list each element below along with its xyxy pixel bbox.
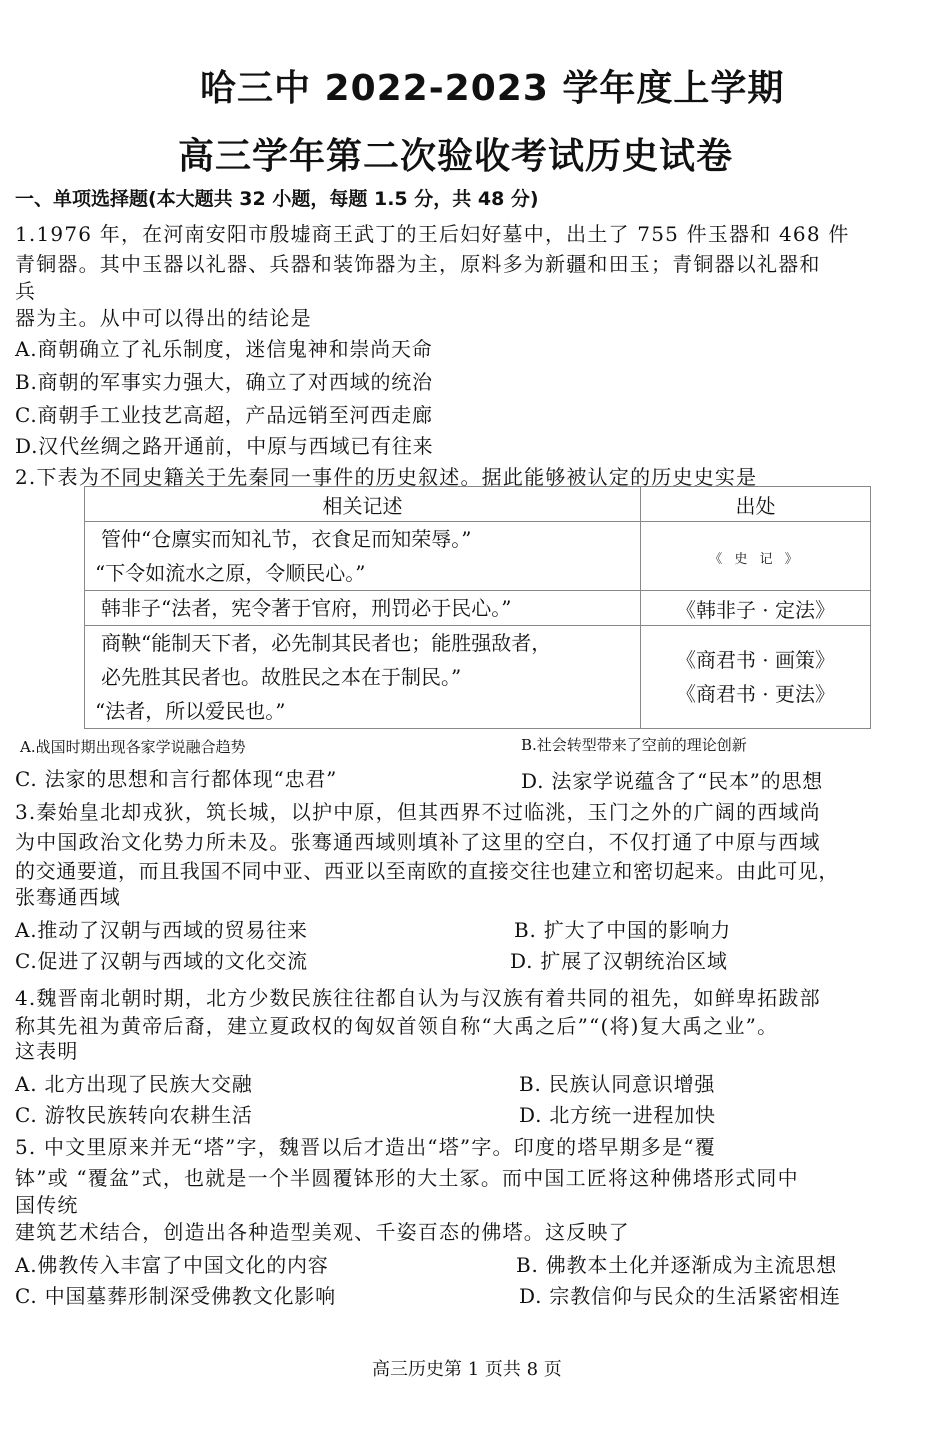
q3-line: 张骞通西域 [15,885,121,909]
q3-line: 3.秦始皇北却戎狄，筑长城，以护中原，但其西界不过临洮，玉门之外的广阔的西域尚 [15,800,821,824]
q2-option-d: D. 法家学说蕴含了“民本”的思想 [521,769,824,793]
q3-line: 为中国政治文化势力所未及。张骞通西域则填补了这里的空白，不仅打通了中原与西域 [15,830,821,854]
q3-option-a: A.推动了汉朝与西域的贸易往来 [15,918,308,942]
q2-option-c: C. 法家的思想和言行都体现“忠君” [15,767,338,791]
table-header-cell: 出处 [641,487,871,522]
q1-option-c: C.商朝手工业技艺高超，产品远销至河西走廊 [15,403,433,427]
quote-line: 必先胜其民者也。故胜民之本在于制民。” [101,665,462,689]
table-cell-text [85,626,641,729]
q5-option-a: A.佛教传入丰富了中国文化的内容 [15,1253,329,1277]
source-title: 《韩非子 · 定法》 [675,597,836,622]
q1-line: 青铜器。其中玉器以礼器、兵器和装饰器为主，原料多为新疆和田玉；青铜器以礼器和 [15,252,821,276]
quote-line: “法者，所以爱民也。” [95,699,286,723]
q4-option-a: A. 北方出现了民族大交融 [15,1072,253,1096]
history-source-table [84,486,871,729]
exam-title-line1: 哈三中 2022-2023 学年度上学期 [200,68,785,109]
quote-line: “下令如流水之原，令顺民心。” [95,561,366,585]
q3-line: 的交通要道，而且我国不同中亚、西亚以至南欧的直接交往也建立和密切起来。由此可见， [15,859,839,883]
q4-option-c: C. 游牧民族转向农耕生活 [15,1103,253,1127]
q2-option-b: B.社会转型带来了空前的理论创新 [521,736,747,754]
page-footer: 高三历史第 1 页共 8 页 [372,1359,562,1380]
q3-option-d: D. 扩展了汉朝统治区域 [510,949,728,973]
table-header-cell: 相关记述 [85,487,641,522]
section-heading: 一、单项选择题(本大题共 32 小题，每题 1.5 分，共 48 分) [15,188,539,210]
table-cell-text [85,522,641,591]
q4-option-d: D. 北方统一进程加快 [519,1103,716,1127]
table-cell-text [85,591,641,626]
q1-line: 1.1976 年，在河南安阳市殷墟商王武丁的王后妇好墓中，出土了 755 件玉器和 468 件 [15,222,850,246]
q5-line: 5. 中文里原来并无“塔”字，魏晋以后才造出“塔”字。印度的塔早期多是“覆 [15,1135,716,1159]
source-title: 《 史 记 》 [709,552,802,567]
q2-option-a: A.战国时期出现各家学说融合趋势 [20,738,246,756]
q5-option-c: C. 中国墓葬形制深受佛教文化影响 [15,1284,336,1308]
q1-option-b: B.商朝的军事实力强大，确立了对西域的统治 [15,370,433,394]
table-header-row [85,487,871,522]
quote-line: 商鞅“能制天下者，必先制其民者也；能胜强敌者， [101,631,552,655]
quote-line: 管仲“仓廪实而知礼节，衣食足而知荣辱。” [101,527,472,551]
q3-option-b: B. 扩大了中国的影响力 [514,918,732,942]
q1-option-a: A.商朝确立了礼乐制度，迷信鬼神和崇尚天命 [15,337,433,361]
table-cell-source [641,626,871,729]
q5-line: 钵”或 “覆盆”式，也就是一个半圆覆钵形的大土冢。而中国工匠将这种佛塔形式同中 [15,1166,799,1190]
q1-line: 器为主。从中可以得出的结论是 [15,306,312,330]
q4-line: 这表明 [15,1039,79,1063]
source-title: 《商君书 · 画策》 [675,648,836,672]
source-title: 《商君书 · 更法》 [675,682,836,706]
table-cell-source [641,591,871,626]
table-row [85,591,871,626]
q5-option-d: D. 宗教信仰与民众的生活紧密相连 [519,1284,841,1308]
q2-stem: 2.下表为不同史籍关于先秦同一事件的历史叙述。据此能够被认定的历史史实是 [15,465,758,489]
quote-line: 韩非子“法者，宪令著于官府，刑罚必于民心。” [101,596,512,620]
table-row [85,626,871,729]
exam-title-line2: 高三学年第二次验收考试历史试卷 [178,136,734,177]
q3-option-c: C.促进了汉朝与西域的文化交流 [15,949,308,973]
q4-line: 4.魏晋南北朝时期，北方少数民族往往都自认为与汉族有着共同的祖先，如鲜卑拓跋部 [15,986,821,1010]
q4-option-b: B. 民族认同意识增强 [519,1072,716,1096]
table-cell-source [641,522,871,591]
q5-line: 国传统 [15,1193,79,1217]
q4-line: 称其先祖为黄帝后裔，建立夏政权的匈奴首领自称“大禹之后”“(将)复大禹之业”。 [15,1014,779,1038]
q5-line: 建筑艺术结合，创造出各种造型美观、千姿百态的佛塔。这反映了 [15,1220,630,1244]
q5-option-b: B. 佛教本土化并逐渐成为主流思想 [516,1253,838,1277]
q1-option-d: D.汉代丝绸之路开通前，中原与西域已有往来 [15,434,434,458]
table-row [85,522,871,591]
q1-line: 兵 [15,279,37,303]
